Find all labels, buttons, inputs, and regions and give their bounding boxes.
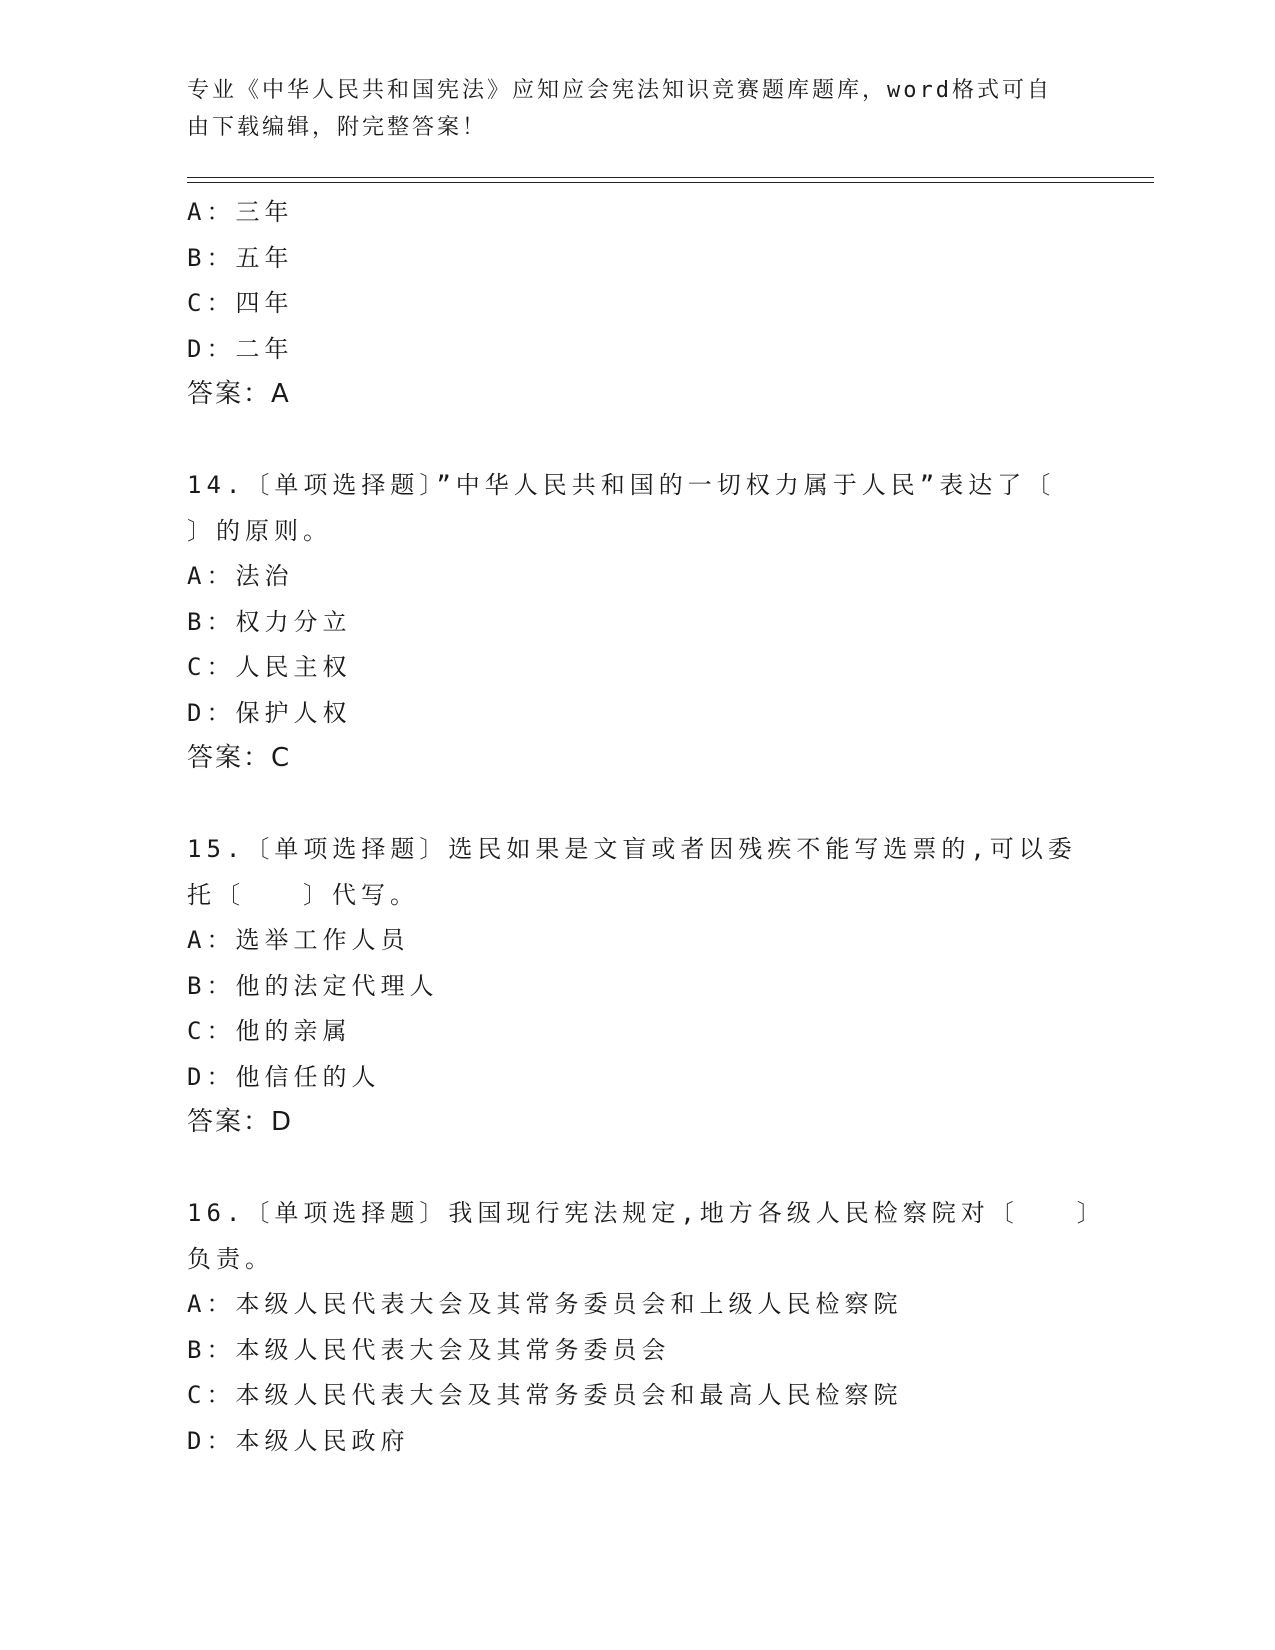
question-list	[187, 190, 1106, 1464]
question-text-line-2: 〕的原则。	[187, 516, 332, 545]
option-b: B：本级人民代表大会及其常务委员会	[187, 1335, 671, 1364]
question-text-line-1: 16.〔单项选择题〕我国现行宪法规定,地方各级人民检察院对〔 〕	[187, 1199, 1106, 1227]
option-d: D：二年	[187, 334, 294, 363]
option-b: B：五年	[187, 243, 294, 272]
document-header: 专业《中华人民共和国宪法》应知应会宪法知识竞赛题库题库，word格式可自由下载编辑，附完整答案！	[187, 78, 1052, 140]
answer-line: 答案：D	[187, 1107, 294, 1137]
option-a: A：法治	[187, 562, 294, 590]
question-text-line-1: 14.〔单项选择题〕”中华人民共和国的一切权力属于人民”表达了〔	[187, 471, 1056, 499]
option-c: C：他的亲属	[187, 1017, 352, 1045]
answer-line: 答案：C	[187, 743, 292, 773]
option-a: A：三年	[187, 198, 294, 226]
question-text-line-2: 负责。	[187, 1244, 274, 1273]
option-d: D：本级人民政府	[187, 1426, 410, 1455]
spacer	[187, 782, 1087, 828]
question-14	[187, 463, 1087, 782]
option-c: C：本级人民代表大会及其常务委员会和最高人民检察院	[187, 1381, 903, 1409]
option-b: B：权力分立	[187, 607, 352, 636]
option-c: C：四年	[187, 289, 294, 317]
option-a: A：选举工作人员	[187, 926, 410, 954]
option-b: B：他的法定代理人	[187, 971, 439, 1000]
question-15	[187, 827, 1087, 1146]
question-13	[187, 190, 1087, 418]
header-divider-bottom	[187, 182, 1154, 183]
option-a: A：本级人民代表大会及其常务委员会和上级人民检察院	[187, 1290, 903, 1318]
option-d: D：保护人权	[187, 698, 352, 727]
header-divider-top	[187, 177, 1154, 178]
spacer	[187, 418, 1087, 464]
option-d: D：他信任的人	[187, 1062, 381, 1091]
answer-line: 答案：A	[187, 379, 291, 409]
option-c: C：人民主权	[187, 653, 352, 681]
spacer	[187, 1146, 1087, 1192]
question-text-line-1: 15.〔单项选择题〕选民如果是文盲或者因残疾不能写选票的,可以委	[187, 835, 1077, 863]
question-16	[187, 1191, 1106, 1464]
question-text-line-2: 托〔 〕代写。	[187, 880, 419, 909]
